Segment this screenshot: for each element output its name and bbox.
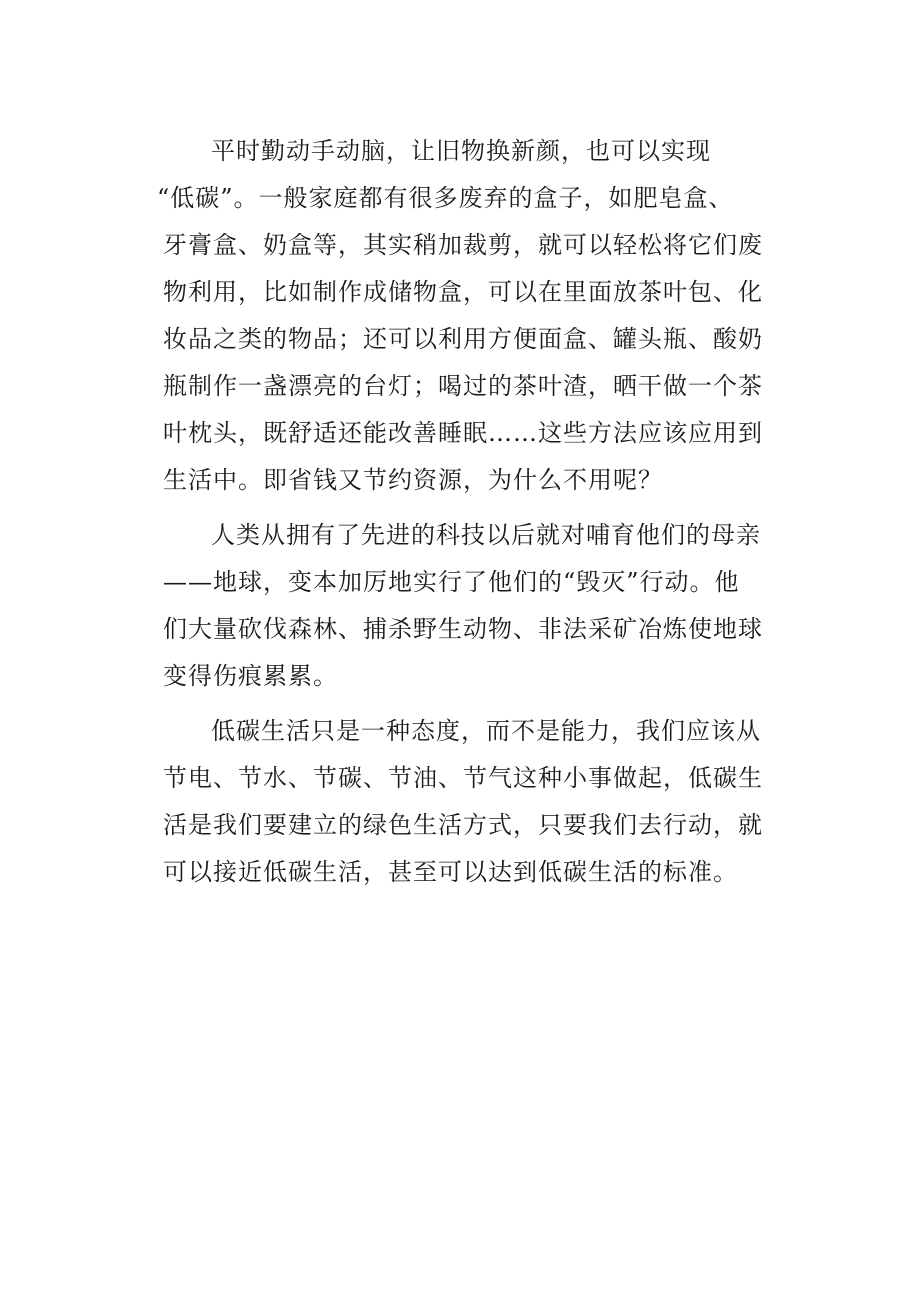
paragraph-line: 们大量砍伐森林、捕杀野生动物、非法采矿冶炼使地球 bbox=[163, 615, 763, 643]
paragraph-line: 可以接近低碳生活，甚至可以达到低碳生活的标准。 bbox=[163, 858, 738, 886]
paragraph-3 bbox=[163, 708, 763, 896]
paragraph-line: 妆品之类的物品；还可以利用方便面盒、罐头瓶、酸奶 bbox=[163, 325, 763, 353]
paragraph-line: 叶枕头，既舒适还能改善睡眠……这些方法应该应用到 bbox=[163, 419, 763, 447]
paragraph-line: 活是我们要建立的绿色生活方式，只要我们去行动，就 bbox=[163, 811, 763, 839]
paragraph-line: 变得伤痕累累。 bbox=[163, 662, 338, 690]
paragraph-line: 生活中。即省钱又节约资源，为什么不用呢？ bbox=[163, 466, 663, 494]
paragraph-line: 平时勤动手动脑，让旧物换新颜，也可以实现 bbox=[211, 137, 711, 165]
document-body bbox=[157, 128, 763, 904]
paragraph-line: 瓶制作一盏漂亮的台灯；喝过的茶叶渣，晒干做一个茶 bbox=[163, 372, 763, 400]
paragraph-1 bbox=[157, 128, 763, 504]
paragraph-2 bbox=[163, 512, 763, 700]
paragraph-line: 低碳生活只是一种态度，而不是能力，我们应该从 bbox=[211, 717, 761, 745]
paragraph-line: 节电、节水、节碳、节油、节气这种小事做起，低碳生 bbox=[163, 764, 763, 792]
paragraph-line: 物利用，比如制作成储物盒，可以在里面放茶叶包、化 bbox=[163, 278, 763, 306]
paragraph-line: ——地球，变本加厉地实行了他们的“毁灭”行动。他 bbox=[163, 568, 740, 596]
paragraph-line: 人类从拥有了先进的科技以后就对哺育他们的母亲 bbox=[211, 521, 761, 549]
paragraph-line: “低碳”。一般家庭都有很多废弃的盒子，如肥皂盒、 bbox=[157, 184, 734, 212]
paragraph-line: 牙膏盒、奶盒等，其实稍加裁剪，就可以轻松将它们废 bbox=[163, 231, 763, 259]
